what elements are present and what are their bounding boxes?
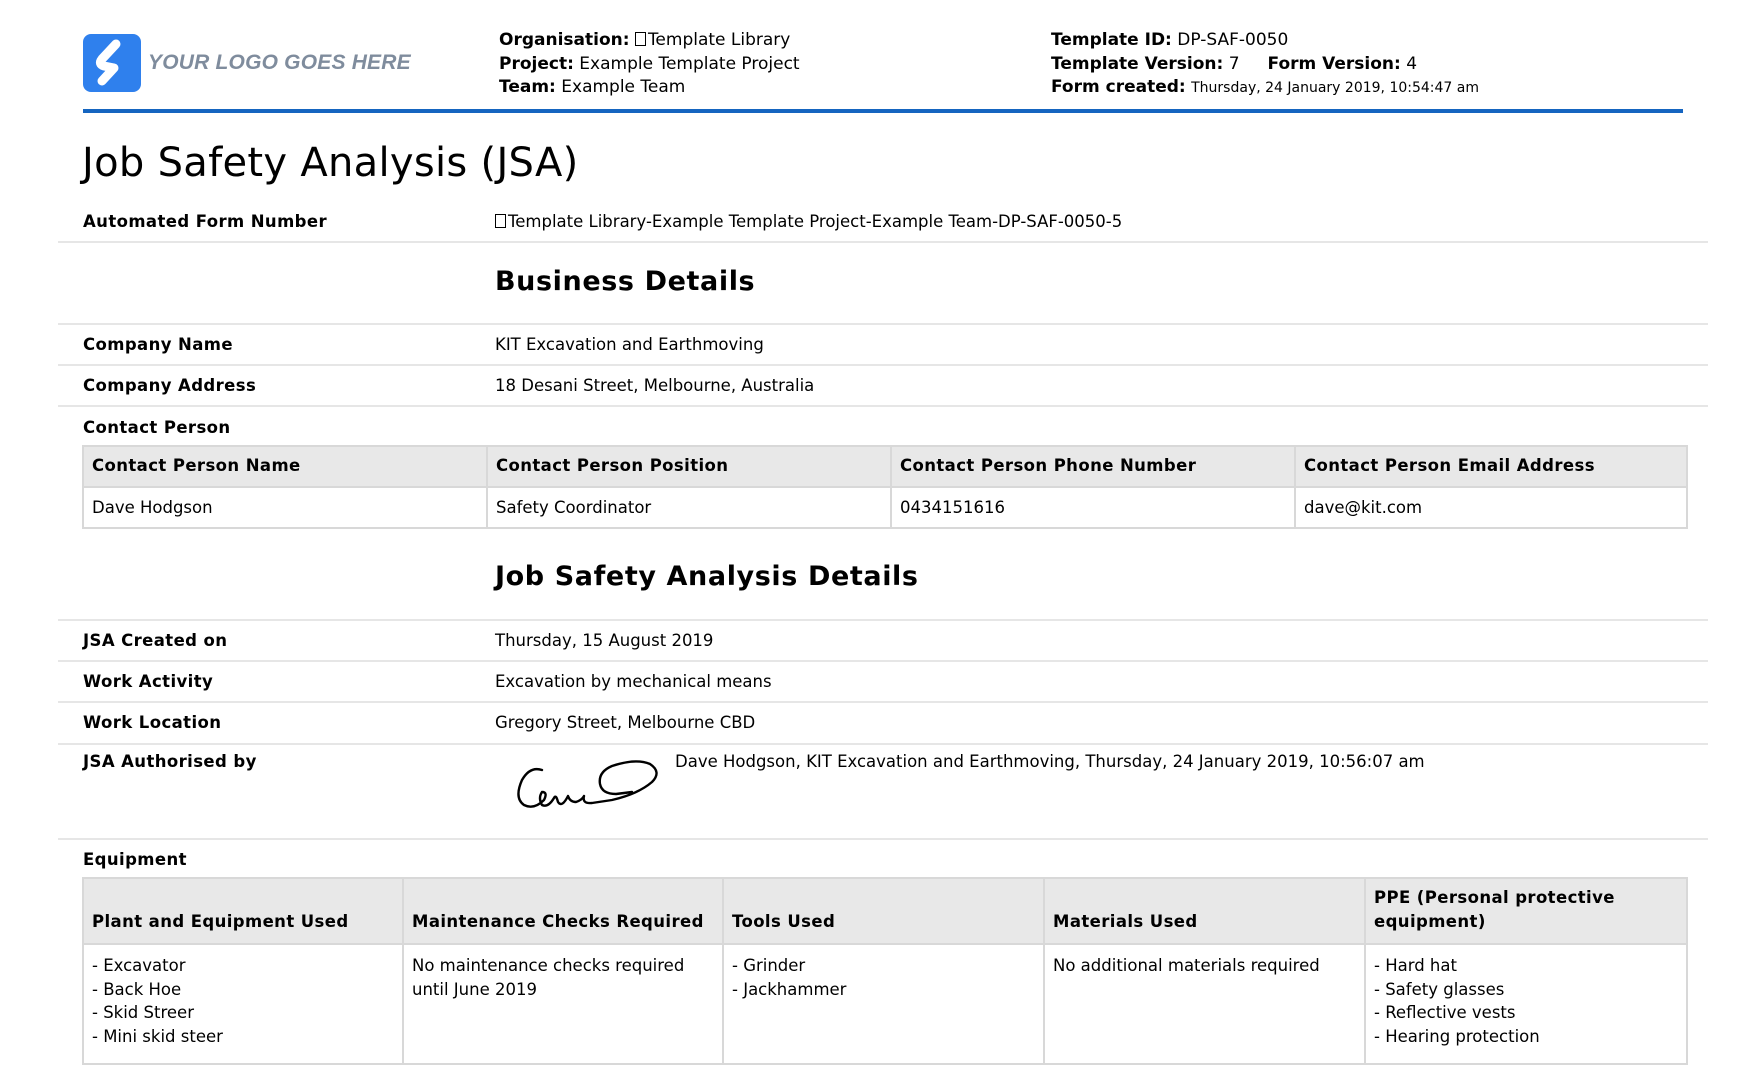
- table-header-cell: Contact Person Name: [83, 446, 487, 487]
- page-title: Job Safety Analysis (JSA): [82, 140, 579, 186]
- table-header-cell: PPE (Personal protective equipment): [1365, 878, 1687, 944]
- table-row: [83, 944, 1687, 1064]
- template-id-line: Template ID: DP-SAF-0050: [1051, 30, 1289, 50]
- table-row: [83, 487, 1687, 528]
- work-activity-label: Work Activity: [83, 672, 214, 691]
- jsa-created-value: Thursday, 15 August 2019: [495, 631, 714, 650]
- contact-phone-cell: 0434151616: [891, 487, 1295, 528]
- company-logo: [83, 34, 411, 92]
- jsa-heading-row: [58, 580, 1708, 621]
- table-header-cell: Contact Person Email Address: [1295, 446, 1687, 487]
- organisation-line: Organisation: Template Library: [499, 30, 791, 50]
- table-header-cell: Contact Person Phone Number: [891, 446, 1295, 487]
- contact-person-label: Contact Person: [83, 418, 231, 437]
- jsa-authorised-value: Dave Hodgson, KIT Excavation and Earthmoving, Thursday, 24 January 2019, 10:56:07 am: [675, 752, 1425, 771]
- jsa-details-heading: Job Safety Analysis Details: [495, 561, 919, 592]
- table-header-cell: Maintenance Checks Required: [403, 878, 723, 944]
- jsa-created-row: [58, 621, 1708, 662]
- company-address-row: [58, 366, 1708, 407]
- company-name-value: KIT Excavation and Earthmoving: [495, 335, 764, 354]
- globe-icon: [495, 214, 506, 228]
- table-header-cell: Materials Used: [1044, 878, 1365, 944]
- equipment-label: Equipment: [83, 850, 187, 869]
- team-line: Team: Example Team: [499, 77, 686, 97]
- ppe-cell: - Hard hat - Safety glasses - Reflective vests - Hearing protection: [1365, 944, 1687, 1064]
- contact-position-cell: Safety Coordinator: [487, 487, 891, 528]
- form-number-row: [58, 198, 1708, 243]
- page-header: [83, 0, 1683, 113]
- jsa-authorised-label: JSA Authorised by: [83, 752, 257, 771]
- contact-name-cell: Dave Hodgson: [83, 487, 487, 528]
- contact-email-cell[interactable]: dave@kit.com: [1295, 487, 1687, 528]
- jsa-authorised-row: [58, 745, 1708, 840]
- form-number-label: Automated Form Number: [83, 212, 328, 231]
- materials-cell: No additional materials required: [1044, 944, 1365, 1064]
- form-created-line: Form created: Thursday, 24 January 2019, 10:54:47 am: [1051, 77, 1479, 97]
- table-header-cell: Tools Used: [723, 878, 1044, 944]
- work-activity-value: Excavation by mechanical means: [495, 672, 772, 691]
- business-heading-row: [58, 243, 1708, 325]
- header-meta-left: [499, 29, 800, 100]
- business-details-heading: Business Details: [495, 266, 756, 297]
- header-meta-right: [1051, 29, 1479, 101]
- project-line: Project: Example Template Project: [499, 53, 800, 74]
- table-header-cell: Plant and Equipment Used: [83, 878, 403, 944]
- company-name-row: [58, 325, 1708, 366]
- maintenance-cell: No maintenance checks required until June 2019: [403, 944, 723, 1064]
- equipment-table: [82, 877, 1688, 1065]
- plant-cell: - Excavator - Back Hoe - Skid Streer - Mini skid steer: [83, 944, 403, 1064]
- company-name-label: Company Name: [83, 335, 233, 354]
- work-location-label: Work Location: [83, 713, 222, 732]
- table-header-row: [83, 446, 1687, 487]
- table-header-row: [83, 878, 1687, 944]
- work-location-value: Gregory Street, Melbourne CBD: [495, 713, 756, 732]
- form-number-value: Template Library-Example Template Project-Example Team-DP-SAF-0050-5: [495, 212, 1122, 231]
- contact-person-table: [82, 445, 1688, 529]
- version-line: Template Version: 7 Form Version: 4: [1051, 53, 1418, 74]
- globe-icon: [635, 32, 646, 46]
- logo-text: YOUR LOGO GOES HERE: [148, 51, 411, 74]
- company-address-value: 18 Desani Street, Melbourne, Australia: [495, 376, 815, 395]
- logo-icon: [83, 34, 141, 92]
- work-location-row: [58, 703, 1708, 745]
- company-address-label: Company Address: [83, 376, 257, 395]
- tools-cell: - Grinder - Jackhammer: [723, 944, 1044, 1064]
- signature-image: [512, 750, 662, 820]
- table-header-cell: Contact Person Position: [487, 446, 891, 487]
- jsa-created-label: JSA Created on: [83, 631, 228, 650]
- work-activity-row: [58, 662, 1708, 703]
